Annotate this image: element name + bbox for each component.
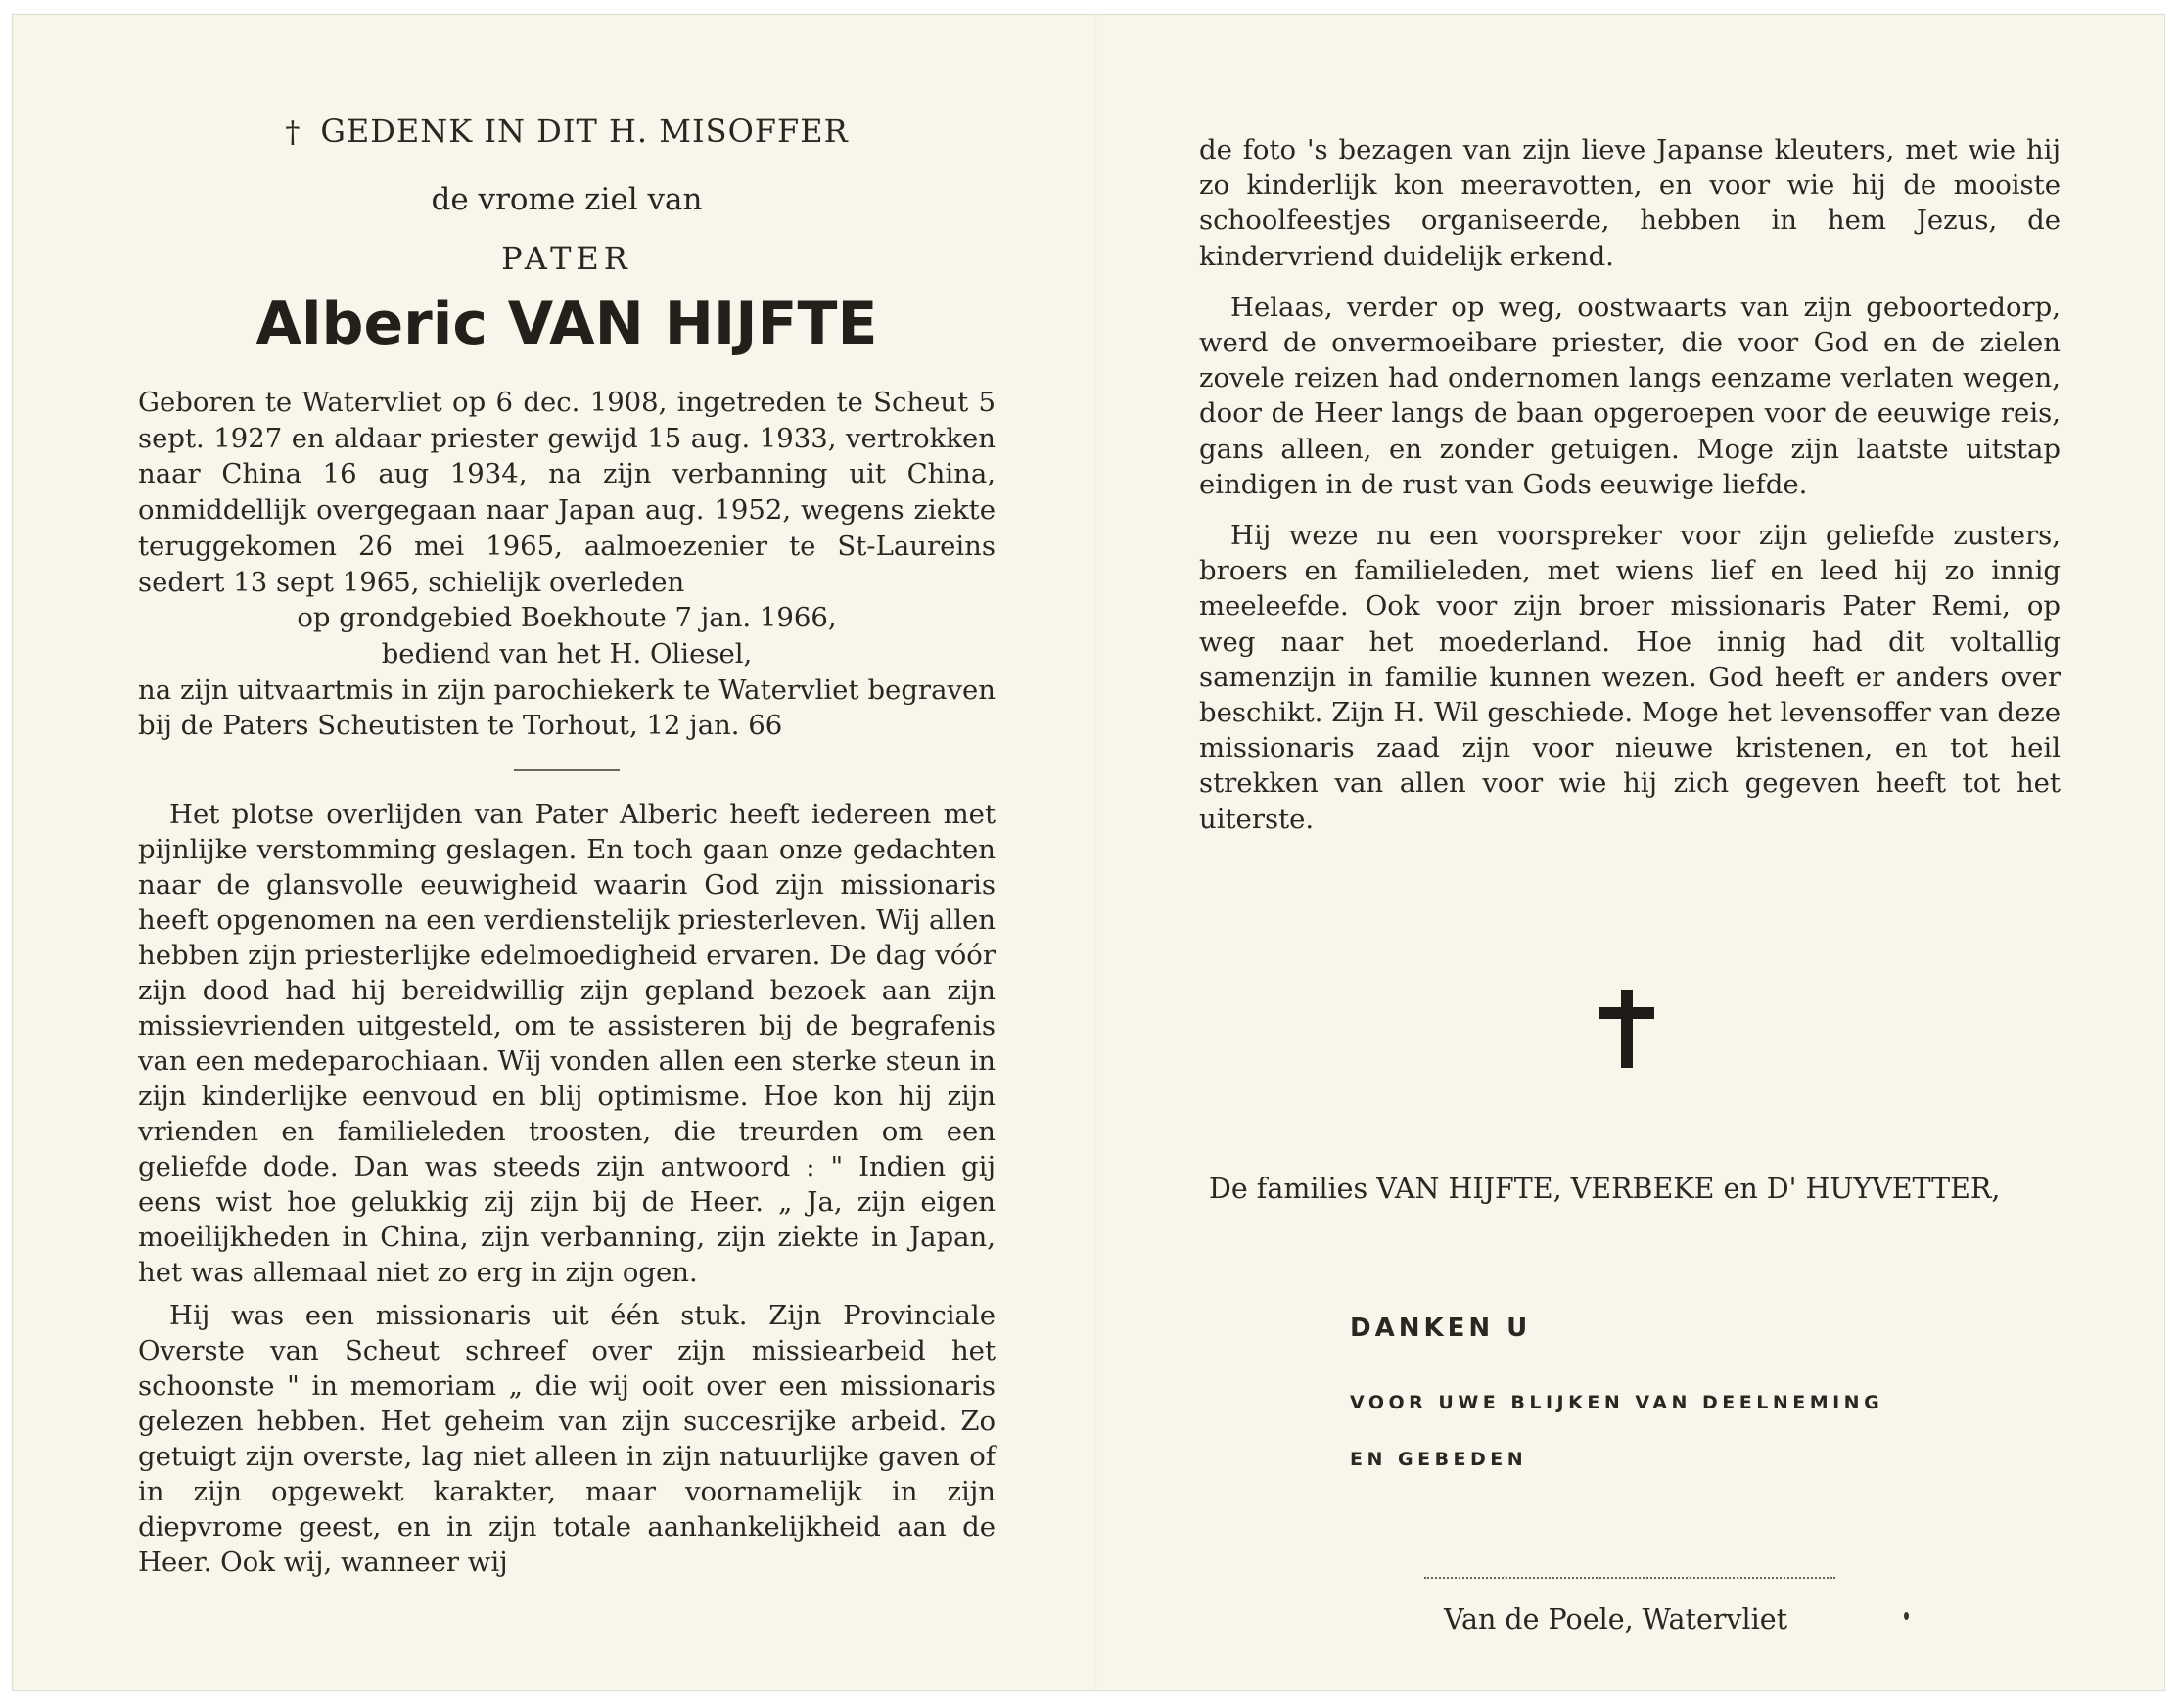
thanks-line-2: EN GEBEDEN bbox=[1350, 1449, 1528, 1470]
small-cross-icon: † bbox=[285, 115, 301, 150]
separator-line bbox=[514, 769, 620, 771]
right-paragraph-2: Helaas, verder op weg, oostwaarts van zijn geboortedorp, werd de onvermoeibare priester, die voor God en de zielen zovele reizen had ondernomen langs eenzame verlaten wegen, door de Heer langs de baan opgeroepen voor de eeuwige reis, gans alleen, en zonder getuigen. Moge zijn laatste uitstap eindigen in de rust van Gods eeuwige liefde. bbox=[1199, 291, 2061, 500]
families-line: De families VAN HIJFTE, VERBEKE en D' HUYVETTER, bbox=[1209, 1173, 2001, 1205]
print-speck bbox=[1904, 1612, 1909, 1620]
bio-tail: na zijn uitvaartmis in zijn parochiekerk te Watervliet begraven bij de Paters Scheutisten te Torhout, 12 jan. 66 bbox=[138, 673, 996, 742]
thanks-line-1: VOOR UWE BLIJKEN VAN DEELNEMING bbox=[1350, 1392, 1884, 1413]
title-label: PATER bbox=[501, 240, 632, 277]
bio-line-center-2: bediend van het H. Oliesel, bbox=[381, 637, 753, 669]
left-panel bbox=[138, 83, 996, 1580]
biography bbox=[138, 385, 996, 744]
right-paragraph-1: de foto 's bezagen van zijn lieve Japanse kleuters, met wie hij zo kinderlijk kon meeravotten, en voor wie hij de mooiste schoolfeestjes organiseerde, hebben in hem Jezus, de kindervriend duidelijk erkend. bbox=[1199, 134, 2061, 272]
right-paragraph-3: Hij weze nu een voorspreker voor zijn geliefde zusters, broers en familieleden, met wiens lief en leed hij zo innig meeleefde. Ook voor zijn broer missionaris Pater Remi, op weg naar het moederland. Hoe innig had dit voltallig samenzijn in familie kunnen wezen. God heeft er anders over beschikt. Zijn H. Wil geschiede. Moge het levensoffer van deze missionaris zaad zijn voor nieuwe kristenen, en tot heil strekken van allen voor wie hij zich gegeven heeft tot het uiterste. bbox=[1199, 520, 2061, 835]
dotted-line bbox=[1424, 1577, 1835, 1579]
deceased-name: Alberic VAN HIJFTE bbox=[255, 290, 878, 358]
thanks-title: DANKEN U bbox=[1350, 1314, 1532, 1343]
left-paragraph-2: Hij was een missionaris uit één stuk. Zijn Provinciale Overste van Scheut schreef over zijn missiearbeid het schoonste " in memoriam „ die wij ooit over een missionaris gelezen hebben. Het geheim van zijn succesrijke arbeid. Zo getuigt zijn overste, lag niet alleen in zijn natuurlijke gaven of in zijn opgewekt karakter, maar voornamelijk in zijn diepvrome geest, en in zijn totale aanhankelijkheid aan de Heer. Ook wij, wanneer wij bbox=[138, 1300, 996, 1579]
memorial-card bbox=[12, 14, 2165, 1691]
card-fold bbox=[1095, 15, 1097, 1690]
intro-text: de vrome ziel van bbox=[431, 182, 703, 217]
bio-line-center-1: op grondgebied Boekhoute 7 jan. 1966, bbox=[297, 602, 837, 634]
right-panel bbox=[1199, 132, 2061, 837]
header-line bbox=[138, 107, 996, 158]
cross-icon bbox=[1599, 990, 1654, 1068]
header-text: GEDENK IN DIT H. MISOFFER bbox=[320, 113, 849, 150]
left-paragraph-1: Het plotse overlijden van Pater Alberic heeft iedereen met pijnlijke verstomming geslagen. En toch gaan onze gedachten naar de glansvolle eeuwigheid waarin God zijn missionaris heeft opgenomen na een verdienstelijk priesterleven. Wij allen hebben zijn priesterlijke edelmoedigheid ervaren. De dag vóór zijn dood had hij bereidwillig zijn gepland bezoek aan zijn missievrienden uitgesteld, om te assisteren bij de begrafenis van een medeparochiaan. Wij vonden allen een sterke steun in zijn kinderlijke eenvoud en blij optimisme. Hoe kon hij zijn vrienden en familieleden troosten, die treurden om een geliefde dode. Dan was steeds zijn antwoord : " Indien gij eens wist hoe gelukkig zij zijn bij de Heer. „ Ja, zijn eigen moeilijkheden in China, zijn verbanning, zijn ziekte in Japan, het was allemaal niet zo erg in zijn ogen. bbox=[138, 799, 996, 1289]
bio-main: Geboren te Watervliet op 6 dec. 1908, ingetreden te Scheut 5 sept. 1927 en aldaar priester gewijd 15 aug. 1933, vertrokken naar China 16 aug 1934, na zijn verbanning uit China, onmiddellijk overgegaan naar Japan aug. 1952, wegens ziekte teruggekomen 26 mei 1965, aalmoezenier te St-Laureins sedert 13 sept 1965, schielijk overleden bbox=[138, 387, 996, 598]
printer-credit: Van de Poele, Watervliet bbox=[1444, 1603, 1788, 1636]
